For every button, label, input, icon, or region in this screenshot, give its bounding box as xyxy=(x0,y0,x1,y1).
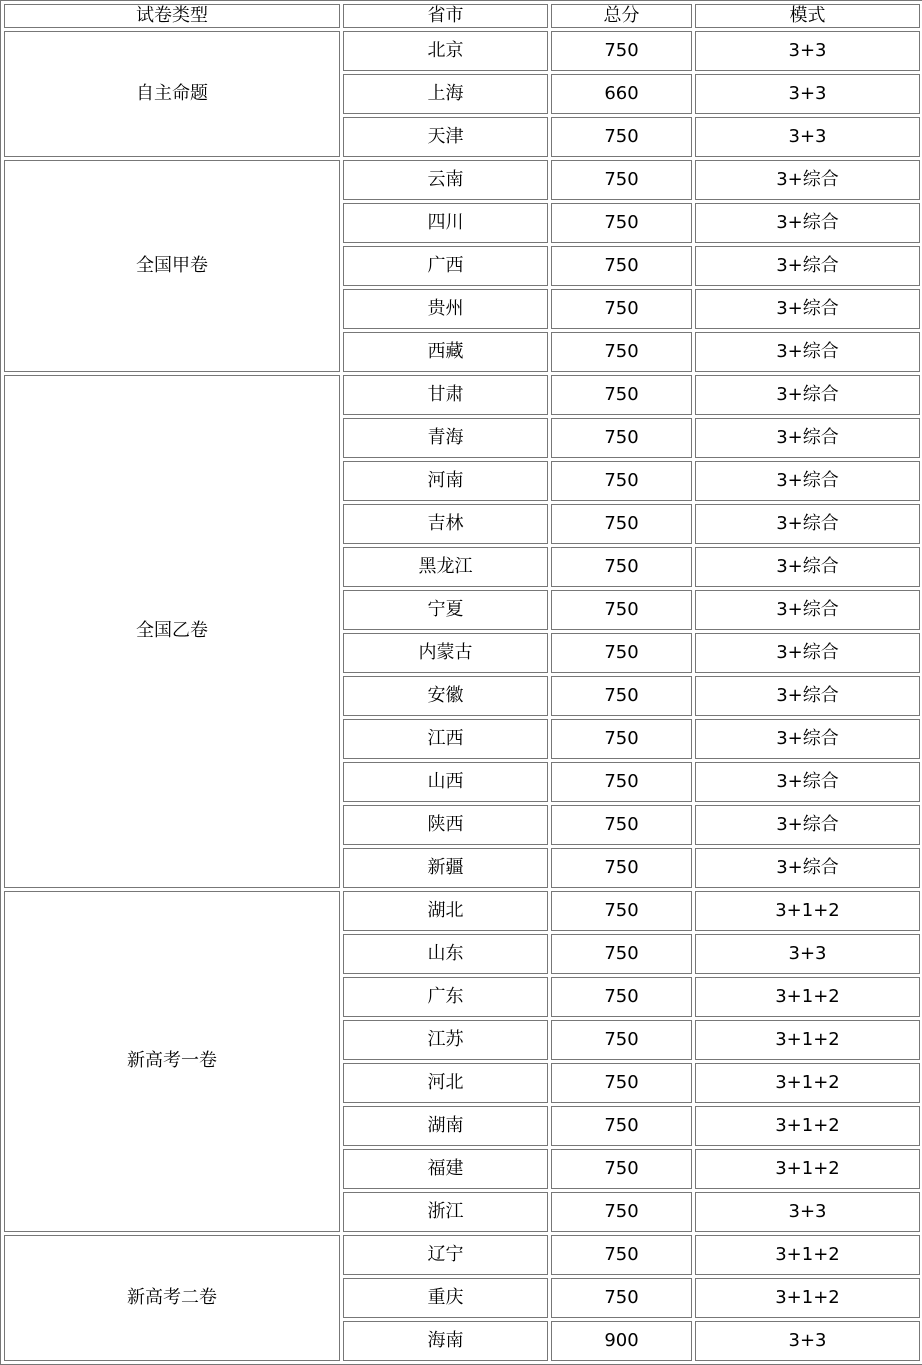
total-score-cell: 750 xyxy=(551,160,692,200)
mode-cell: 3+1+2 xyxy=(695,1020,920,1060)
province-cell: 四川 xyxy=(343,203,548,243)
mode-cell: 3+综合 xyxy=(695,504,920,544)
mode-cell: 3+综合 xyxy=(695,203,920,243)
total-score-cell: 750 xyxy=(551,633,692,673)
exam-type-cell: 全国甲卷 xyxy=(4,160,340,372)
province-cell: 海南 xyxy=(343,1321,548,1361)
header-province: 省市 xyxy=(343,4,548,28)
total-score-cell: 750 xyxy=(551,418,692,458)
total-score-cell: 750 xyxy=(551,762,692,802)
table-header xyxy=(4,4,920,28)
header-total-score: 总分 xyxy=(551,4,692,28)
mode-cell: 3+1+2 xyxy=(695,1235,920,1275)
province-cell: 广东 xyxy=(343,977,548,1017)
total-score-cell: 900 xyxy=(551,1321,692,1361)
table-body xyxy=(4,31,920,1361)
exam-type-cell: 全国乙卷 xyxy=(4,375,340,888)
province-cell: 浙江 xyxy=(343,1192,548,1232)
exam-type-cell: 新高考二卷 xyxy=(4,1235,340,1361)
header-row xyxy=(4,4,920,28)
exam-type-cell: 自主命题 xyxy=(4,31,340,157)
province-cell: 安徽 xyxy=(343,676,548,716)
total-score-cell: 750 xyxy=(551,590,692,630)
total-score-cell: 750 xyxy=(551,676,692,716)
total-score-cell: 750 xyxy=(551,289,692,329)
province-cell: 河北 xyxy=(343,1063,548,1103)
mode-cell: 3+1+2 xyxy=(695,977,920,1017)
total-score-cell: 750 xyxy=(551,891,692,931)
mode-cell: 3+综合 xyxy=(695,633,920,673)
mode-cell: 3+3 xyxy=(695,31,920,71)
mode-cell: 3+1+2 xyxy=(695,1278,920,1318)
mode-cell: 3+1+2 xyxy=(695,1106,920,1146)
header-mode: 模式 xyxy=(695,4,920,28)
total-score-cell: 750 xyxy=(551,1192,692,1232)
table-row xyxy=(4,891,920,931)
exam-type-cell: 新高考一卷 xyxy=(4,891,340,1232)
province-cell: 青海 xyxy=(343,418,548,458)
province-cell: 西藏 xyxy=(343,332,548,372)
total-score-cell: 750 xyxy=(551,805,692,845)
total-score-cell: 750 xyxy=(551,547,692,587)
total-score-cell: 750 xyxy=(551,1235,692,1275)
mode-cell: 3+综合 xyxy=(695,719,920,759)
province-cell: 江苏 xyxy=(343,1020,548,1060)
province-cell: 新疆 xyxy=(343,848,548,888)
province-cell: 辽宁 xyxy=(343,1235,548,1275)
mode-cell: 3+1+2 xyxy=(695,1063,920,1103)
total-score-cell: 660 xyxy=(551,74,692,114)
province-cell: 湖北 xyxy=(343,891,548,931)
total-score-cell: 750 xyxy=(551,31,692,71)
total-score-cell: 750 xyxy=(551,203,692,243)
total-score-cell: 750 xyxy=(551,1149,692,1189)
total-score-cell: 750 xyxy=(551,848,692,888)
province-cell: 吉林 xyxy=(343,504,548,544)
province-cell: 甘肃 xyxy=(343,375,548,415)
total-score-cell: 750 xyxy=(551,246,692,286)
mode-cell: 3+综合 xyxy=(695,848,920,888)
total-score-cell: 750 xyxy=(551,1063,692,1103)
total-score-cell: 750 xyxy=(551,332,692,372)
mode-cell: 3+综合 xyxy=(695,289,920,329)
province-cell: 湖南 xyxy=(343,1106,548,1146)
province-cell: 天津 xyxy=(343,117,548,157)
mode-cell: 3+综合 xyxy=(695,375,920,415)
province-cell: 广西 xyxy=(343,246,548,286)
mode-cell: 3+综合 xyxy=(695,805,920,845)
province-cell: 福建 xyxy=(343,1149,548,1189)
table-row xyxy=(4,1235,920,1275)
mode-cell: 3+3 xyxy=(695,934,920,974)
province-cell: 上海 xyxy=(343,74,548,114)
total-score-cell: 750 xyxy=(551,117,692,157)
mode-cell: 3+1+2 xyxy=(695,1149,920,1189)
province-cell: 河南 xyxy=(343,461,548,501)
total-score-cell: 750 xyxy=(551,375,692,415)
total-score-cell: 750 xyxy=(551,1020,692,1060)
province-cell: 北京 xyxy=(343,31,548,71)
mode-cell: 3+综合 xyxy=(695,160,920,200)
province-cell: 贵州 xyxy=(343,289,548,329)
province-cell: 江西 xyxy=(343,719,548,759)
province-cell: 陕西 xyxy=(343,805,548,845)
mode-cell: 3+综合 xyxy=(695,461,920,501)
province-cell: 宁夏 xyxy=(343,590,548,630)
table-row xyxy=(4,31,920,71)
province-cell: 重庆 xyxy=(343,1278,548,1318)
province-cell: 黑龙江 xyxy=(343,547,548,587)
header-exam-type: 试卷类型 xyxy=(4,4,340,28)
table-row xyxy=(4,375,920,415)
mode-cell: 3+3 xyxy=(695,74,920,114)
province-cell: 云南 xyxy=(343,160,548,200)
table-row xyxy=(4,160,920,200)
total-score-cell: 750 xyxy=(551,1278,692,1318)
total-score-cell: 750 xyxy=(551,719,692,759)
province-cell: 山西 xyxy=(343,762,548,802)
mode-cell: 3+3 xyxy=(695,1192,920,1232)
mode-cell: 3+1+2 xyxy=(695,891,920,931)
province-cell: 内蒙古 xyxy=(343,633,548,673)
mode-cell: 3+综合 xyxy=(695,547,920,587)
total-score-cell: 750 xyxy=(551,504,692,544)
province-cell: 山东 xyxy=(343,934,548,974)
mode-cell: 3+综合 xyxy=(695,762,920,802)
mode-cell: 3+综合 xyxy=(695,418,920,458)
mode-cell: 3+综合 xyxy=(695,676,920,716)
mode-cell: 3+3 xyxy=(695,1321,920,1361)
total-score-cell: 750 xyxy=(551,1106,692,1146)
mode-cell: 3+综合 xyxy=(695,332,920,372)
total-score-cell: 750 xyxy=(551,461,692,501)
mode-cell: 3+综合 xyxy=(695,246,920,286)
total-score-cell: 750 xyxy=(551,977,692,1017)
mode-cell: 3+3 xyxy=(695,117,920,157)
total-score-cell: 750 xyxy=(551,934,692,974)
mode-cell: 3+综合 xyxy=(695,590,920,630)
